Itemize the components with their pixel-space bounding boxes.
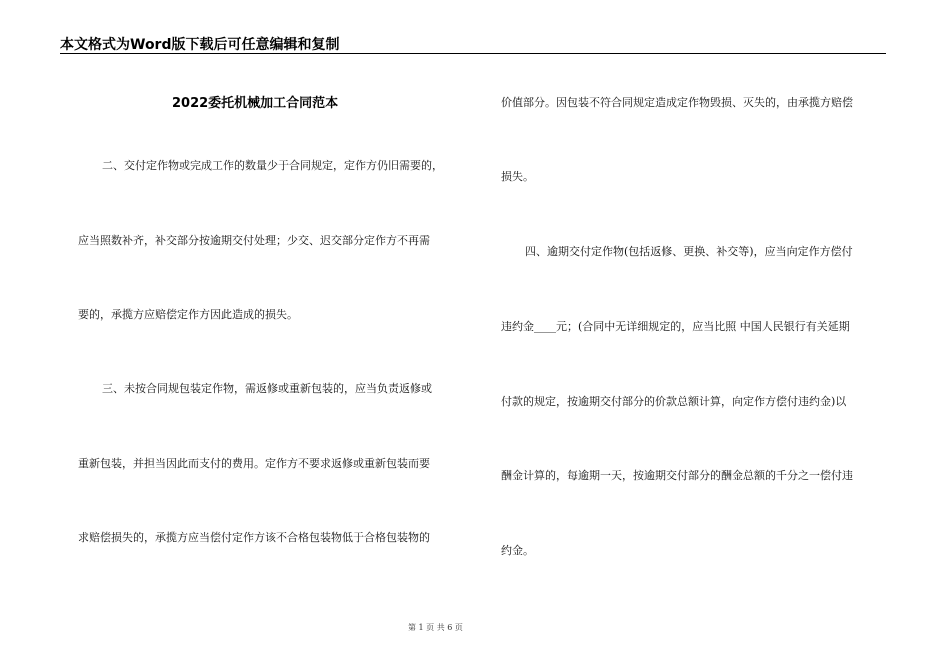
page-header: 本文格式为Word版下载后可任意编辑和复制 [60,37,340,53]
left-line-3: 要的，承揽方应赔偿定作方因此造成的损失。 [78,308,298,321]
page-number: 第 1 页 共 6 页 [408,623,463,632]
left-line-2: 应当照数补齐，补交部分按逾期交付处理；少交、迟交部分定作方不再需 [78,234,430,247]
left-line-6: 求赔偿损失的，承揽方应当偿付定作方该不合格包装物低于合格包装物的 [78,531,430,544]
right-line-3: 四、逾期交付定作物(包括返修、更换、补交等)，应当向定作方偿付 [525,245,853,258]
right-line-5: 付款的规定，按逾期交付部分的价款总额计算，向定作方偿付违约金)以 [501,395,847,408]
right-line-1: 价值部分。因包装不符合同规定造成定作物毁损、灭失的，由承揽方赔偿 [501,96,853,109]
left-line-4: 三、未按合同规包装定作物，需返修或重新包装的，应当负责返修或 [102,382,432,395]
document-title: 2022委托机械加工合同范本 [172,96,339,111]
left-line-5: 重新包装，并担当因此而支付的费用。定作方不要求返修或重新包装而要 [78,457,430,470]
right-line-6: 酬金计算的，每逾期一天，按逾期交付部分的酬金总额的千分之一偿付违 [501,469,853,482]
header-divider [60,53,886,54]
right-line-2: 损失。 [501,170,534,183]
left-line-1: 二、交付定作物或完成工作的数量少于合同规定，定作方仍旧需要的， [102,159,443,172]
right-line-4: 违约金____元；(合同中无详细规定的，应当比照 中国人民银行有关延期 [501,320,850,333]
right-line-7: 约金。 [501,544,534,557]
